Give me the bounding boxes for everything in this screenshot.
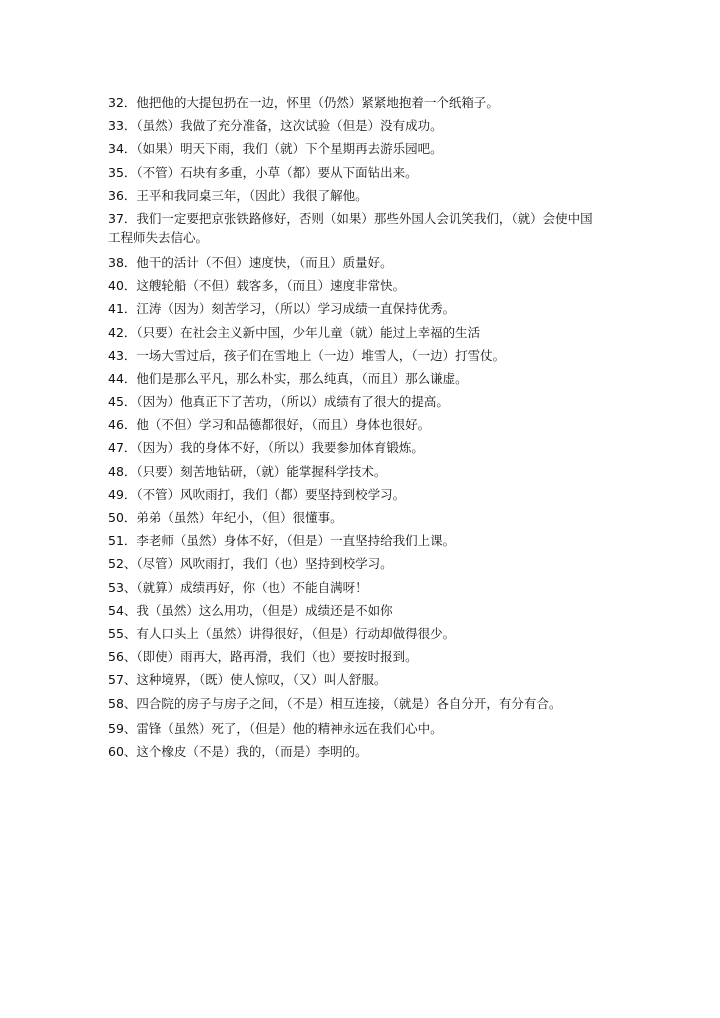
list-item: 34．（如果）明天下雨，我们（就）下个星期再去游乐园吧。 <box>108 141 443 157</box>
list-item: 40．这艘轮船（不但）载客多，（而且）速度非常快。 <box>108 278 406 294</box>
list-item: 38．他干的活计（不但）速度快，（而且）质量好。 <box>108 254 393 270</box>
list-item: 56、（即使）雨再大，路再滑，我们（也）要按时报到。 <box>108 649 418 665</box>
list-item: 53、（就算）成绩再好，你（也）不能自满呀！ <box>108 579 368 595</box>
list-item: 46．他（不但）学习和品德都很好，（而且）身体也很好。 <box>108 417 431 433</box>
list-item: 50．弟弟（虽然）年纪小，（但）很懂事。 <box>108 510 343 525</box>
list-item: 41．江涛（因为）刻苦学习，（所以）学习成绩一直保持优秀。 <box>108 301 456 317</box>
list-item: 32．他把他的大提包扔在一边，怀里（仍然）紧紧地抱着一个纸箱子。 <box>108 95 499 110</box>
list-item: 52、（尽管）风吹雨打，我们（也）坚持到校学习。 <box>108 556 393 572</box>
list-item: 43．一场大雪过后，孩子们在雪地上（一边）堆雪人，（一边）打雪仗。 <box>108 347 506 363</box>
list-item: 33．（虽然）我做了充分准备，这次试验（但是）没有成功。 <box>108 118 443 134</box>
list-item: 42．（只要）在社会主义新中国，少年儿童（就）能过上幸福的生活 <box>108 324 481 340</box>
list-item: 47．（因为）我的身体不好，（所以）我要参加体育锻炼。 <box>108 440 424 456</box>
list-item: 36．王平和我同桌三年，（因此）我很了解他。 <box>108 187 368 203</box>
list-item: 49．（不管）风吹雨打，我们（都）要坚持到校学习。 <box>108 486 406 502</box>
list-item: 45．（因为）他真正下了苦功，（所以）成绩有了很大的提高。 <box>108 394 449 410</box>
list-item: 58、四合院的房子与房子之间，（不是）相互连接，（就是）各自分开，有分有合。 <box>108 695 562 711</box>
list-item: 54、我（虽然）这么用功，（但是）成绩还是不如你 <box>108 602 393 618</box>
list-item: 55、有人口头上（虽然）讲得很好，（但是）行动却做得很少。 <box>108 625 456 641</box>
list-item: 48．（只要）刻苦地钻研，（就）能掌握科学技术。 <box>108 463 387 479</box>
list-item: 44．他们是那么平凡，那么朴实，那么纯真，（而且）那么谦虚。 <box>108 370 468 386</box>
list-item: 60、这个橡皮（不是）我的，（而是）李明的。 <box>108 743 368 759</box>
list-item: 59、雷锋（虽然）死了，（但是）他的精神永远在我们心中。 <box>108 720 443 736</box>
list-item: 57、这种境界，（既）使人惊叹，（又）叫人舒服。 <box>108 672 387 688</box>
list-item: 51．李老师（虽然）身体不好，（但是）一直坚持给我们上课。 <box>108 533 456 549</box>
sentence-list <box>108 93 594 765</box>
list-item: 35．（不管）石块有多重，小草（都）要从下面钻出来。 <box>108 164 418 180</box>
list-item: 37．我们一定要把京张铁路修好，否则（如果）那些外国人会讥笑我们，（就）会使中国工程师失去信心。 <box>108 210 593 245</box>
